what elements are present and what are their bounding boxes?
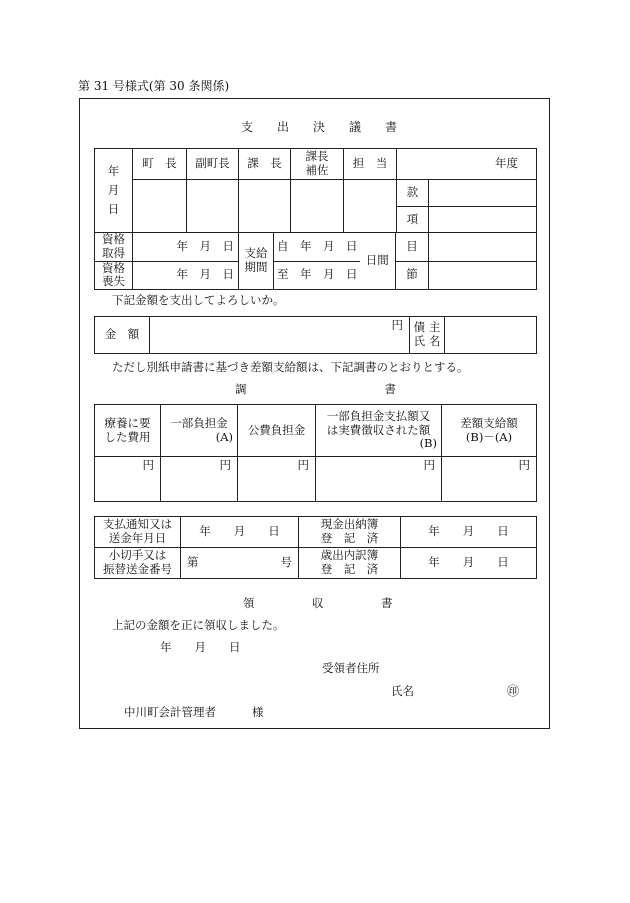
payment-table	[94, 516, 537, 579]
fiscal-year: 年度	[397, 149, 537, 180]
stamp-town-head[interactable]	[133, 180, 187, 233]
period-to[interactable]: 至 年 月 日	[274, 261, 360, 290]
stamp-person-in-charge[interactable]	[344, 180, 397, 233]
qualification-table	[94, 232, 537, 290]
check-number-value[interactable]	[181, 548, 299, 579]
survey-value-cost[interactable]: 円	[95, 457, 161, 502]
col-person-in-charge: 担 当	[344, 149, 397, 180]
number-prefix: 第	[187, 555, 199, 570]
date-label-text: 年 月 日	[107, 164, 120, 216]
request-text: 下記金額を支出してよろしいか。	[112, 293, 285, 307]
receipt-date[interactable]: 年 月 日	[160, 640, 241, 654]
budget-label-kou: 項	[397, 207, 429, 233]
budget-value-moku[interactable]	[429, 233, 537, 262]
survey-header-copay: 一部負担金 (A)	[161, 405, 238, 457]
addressee: 中川町会計管理者	[124, 705, 216, 719]
survey-value-copay[interactable]: 円	[161, 457, 238, 502]
qualification-lost-label: 資格 喪失	[95, 261, 133, 290]
qualification-acquired-label: 資格 取得	[95, 233, 133, 262]
check-number-label: 小切手又は 振替送金番号	[95, 548, 181, 579]
budget-value-setsu[interactable]	[429, 261, 537, 290]
survey-title: 調 書	[235, 382, 396, 396]
creditor-name[interactable]	[445, 317, 537, 354]
payment-notice-label: 支払通知又は 送金年月日	[95, 517, 181, 548]
recipient-name[interactable]: 氏名	[391, 684, 414, 698]
creditor-label: 債 主 氏 名	[410, 317, 445, 354]
annual-book-date[interactable]: 年 月 日	[401, 548, 537, 579]
stamp-assistant-chief[interactable]	[291, 180, 344, 233]
survey-value-public[interactable]: 円	[238, 457, 316, 502]
form-title: 支 出 決 議 書	[241, 120, 398, 134]
budget-label-kan: 款	[397, 180, 429, 207]
col-town-head: 町 長	[133, 149, 187, 180]
survey-header-cost: 療養に要 した費用	[95, 405, 161, 457]
qualification-acquired-date[interactable]: 年 月 日	[133, 233, 239, 262]
payment-notice-date[interactable]: 年 月 日	[181, 517, 299, 548]
survey-value-diff[interactable]: 円	[442, 457, 537, 502]
honorific: 様	[252, 705, 264, 719]
approval-table	[94, 148, 537, 233]
cash-book-date[interactable]: 年 月 日	[401, 517, 537, 548]
receipt-title: 領 収 書	[243, 596, 393, 610]
col-deputy-head: 副町長	[187, 149, 239, 180]
budget-value-kou[interactable]	[429, 207, 537, 233]
survey-header-diff: 差額支給額 (B)－(A)	[442, 405, 537, 457]
budget-value-kan[interactable]	[429, 180, 537, 207]
survey-value-paid[interactable]: 円	[316, 457, 442, 502]
amount-value[interactable]: 円	[150, 317, 410, 354]
seal-icon: ㊞	[507, 684, 520, 698]
note-text: ただし別紙申請書に基づき差額支給額は、下記調書のとおりとする。	[112, 360, 469, 374]
survey-table	[94, 404, 537, 502]
recipient-address[interactable]: 受領者住所	[322, 661, 380, 675]
stamp-deputy-head[interactable]	[187, 180, 239, 233]
date-label	[95, 149, 133, 233]
cash-book-label: 現金出納簿 登 記 済	[299, 517, 401, 548]
receipt-text: 上記の金額を正に領収しました。	[112, 618, 285, 632]
period-days: 日間	[360, 233, 396, 290]
number-suffix: 号	[280, 555, 292, 570]
survey-header-public: 公費負担金	[238, 405, 316, 457]
budget-label-setsu: 節	[396, 261, 429, 290]
stamp-section-chief[interactable]	[239, 180, 291, 233]
qualification-lost-date[interactable]: 年 月 日	[133, 261, 239, 290]
annual-book-label: 歳出内訳簿 登 記 済	[299, 548, 401, 579]
amount-table	[94, 316, 537, 354]
budget-label-moku: 目	[396, 233, 429, 262]
payment-period-label: 支給 期間	[239, 233, 274, 290]
col-section-chief: 課 長	[239, 149, 291, 180]
col-assistant-chief: 課長 補佐	[291, 149, 344, 180]
survey-header-paid: 一部負担金支払額又 は実費徴収された額 (B)	[316, 405, 442, 457]
form-number: 第 31 号様式(第 30 条関係)	[78, 79, 230, 93]
amount-label: 金 額	[95, 317, 150, 354]
period-from[interactable]: 自 年 月 日	[274, 233, 360, 262]
